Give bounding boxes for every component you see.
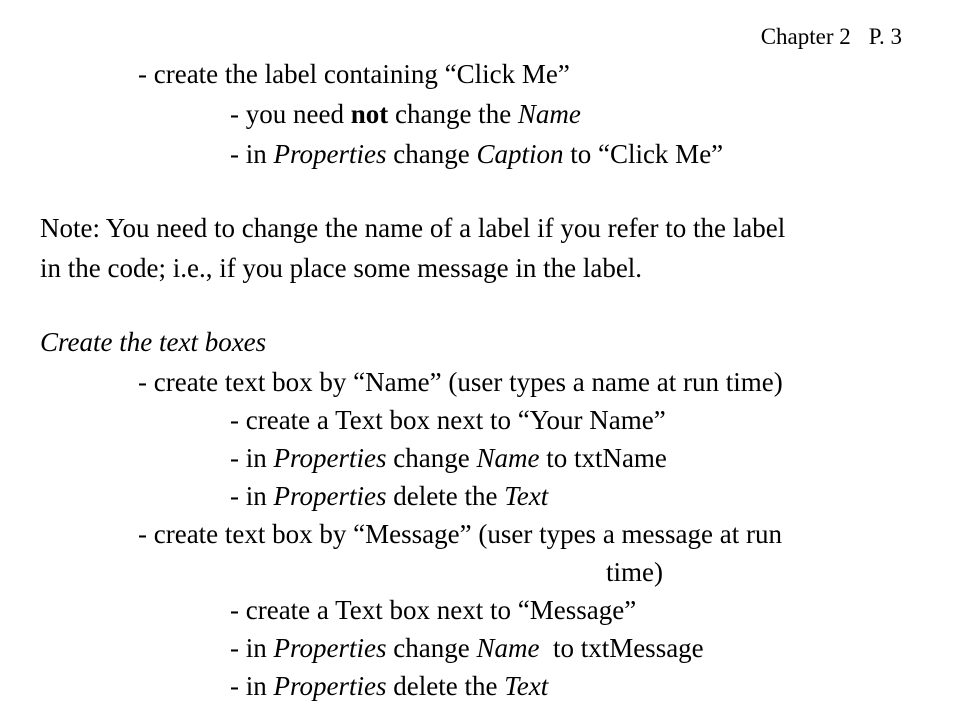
text-line: - in Properties change Name to txtMessage <box>230 633 704 663</box>
emphasis-italic: Text <box>504 671 549 701</box>
emphasis-italic: Name <box>476 633 540 663</box>
note-line: in the code; i.e., if you place some message in the label. <box>40 253 643 283</box>
emphasis-italic: Text <box>504 481 549 511</box>
text-line: - in Properties delete the Text <box>230 671 549 701</box>
text-line: - create text box by “Name” (user types a name at run time) <box>138 367 783 397</box>
page-header <box>761 24 902 50</box>
emphasis-bold: not <box>350 99 389 129</box>
page-number: P. 3 <box>868 24 902 49</box>
text-line-continuation: time) <box>606 557 663 587</box>
emphasis-italic: Caption <box>476 139 564 169</box>
emphasis-italic: Properties <box>273 633 387 663</box>
text-line: - create the label containing “Click Me” <box>138 59 570 89</box>
text-line: - you need not change the Name <box>230 99 581 129</box>
emphasis-italic: Name <box>517 99 581 129</box>
text-line: - in Properties change Caption to “Click Me” <box>230 139 724 169</box>
text-line: - create text box by “Message” (user types a message at run <box>138 519 782 549</box>
text-line: - create a Text box next to “Message” <box>230 595 637 625</box>
section-heading: Create the text boxes <box>40 327 267 357</box>
emphasis-italic: Properties <box>273 671 387 701</box>
emphasis-italic: Properties <box>273 481 387 511</box>
note-line: Note: You need to change the name of a label if you refer to the label <box>40 213 786 243</box>
text-line: - in Properties delete the Text <box>230 481 549 511</box>
text-line: - create a Text box next to “Your Name” <box>230 405 666 435</box>
emphasis-italic: Properties <box>273 139 387 169</box>
emphasis-italic: Name <box>476 443 540 473</box>
text-line: - in Properties change Name to txtName <box>230 443 667 473</box>
chapter-label: Chapter 2 <box>760 24 851 49</box>
emphasis-italic: Properties <box>273 443 387 473</box>
